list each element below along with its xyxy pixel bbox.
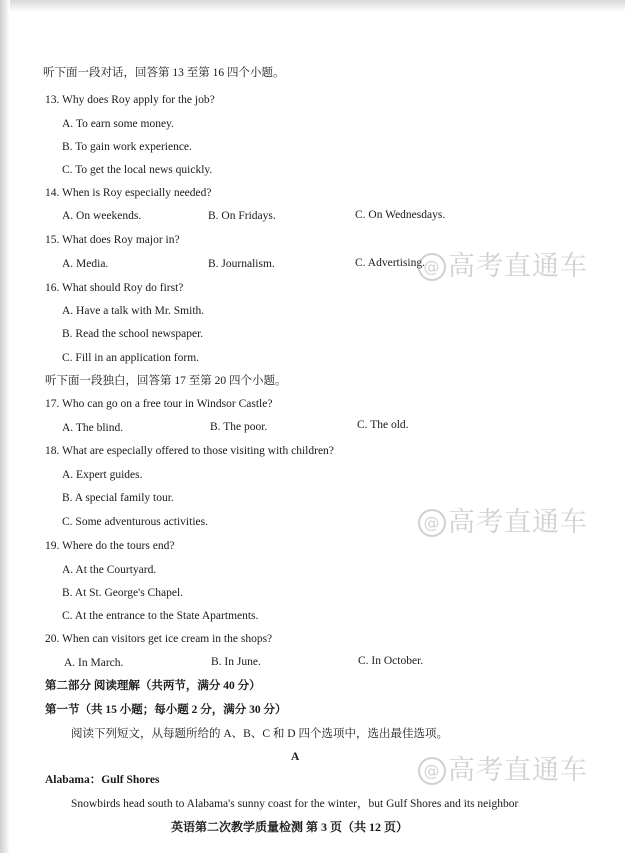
option-14c: C. On Wednesdays. xyxy=(355,209,446,221)
option-15c: C. Advertising. xyxy=(355,257,425,269)
passage-letter: A xyxy=(291,751,300,763)
passage-line-1: Snowbirds head south to Alabama's sunny coast for the winter，but Gulf Shores and its neighbor xyxy=(71,798,519,810)
reading-instruction: 阅读下列短文，从每题所给的 A、B、C 和 D 四个选项中，选出最佳选项。 xyxy=(71,728,448,740)
option-20c: C. In October. xyxy=(358,655,424,667)
page-edge-shadow-left xyxy=(0,0,10,853)
watermark-at-icon: @ xyxy=(418,509,446,537)
question-13: 13. Why does Roy apply for the job? xyxy=(45,94,215,106)
instruction-monologue: 听下面一段独白，回答第 17 至第 20 四个小题。 xyxy=(45,375,287,387)
question-16: 16. What should Roy do first? xyxy=(45,282,184,294)
passage-title: Alabama：Gulf Shores xyxy=(45,774,160,786)
watermark-text: 高考直通车 xyxy=(448,251,588,282)
question-20: 20. When can visitors get ice cream in the shops? xyxy=(45,633,273,645)
watermark-text: 高考直通车 xyxy=(448,755,588,786)
option-14b: B. On Fridays. xyxy=(208,210,276,222)
option-13a: A. To earn some money. xyxy=(62,118,174,130)
watermark-at-icon: @ xyxy=(418,757,446,785)
option-17c: C. The old. xyxy=(357,419,409,431)
part-two-heading: 第二部分 阅读理解（共两节，满分 40 分） xyxy=(45,680,261,692)
option-18c: C. Some adventurous activities. xyxy=(62,516,208,528)
option-13b: B. To gain work experience. xyxy=(62,141,192,153)
option-18a: A. Expert guides. xyxy=(62,469,143,481)
option-16c: C. Fill in an application form. xyxy=(62,352,200,364)
option-20b: B. In June. xyxy=(211,656,261,668)
option-16a: A. Have a talk with Mr. Smith. xyxy=(62,305,205,317)
option-14a: A. On weekends. xyxy=(62,210,142,222)
option-19a: A. At the Courtyard. xyxy=(62,564,157,576)
option-17b: B. The poor. xyxy=(210,421,268,433)
section-one-heading: 第一节（共 15 小题；每小题 2 分，满分 30 分） xyxy=(45,704,287,716)
instruction-dialogue: 听下面一段对话，回答第 13 至第 16 四个小题。 xyxy=(43,67,285,79)
option-19b: B. At St. George's Chapel. xyxy=(62,587,184,599)
option-15b: B. Journalism. xyxy=(208,258,275,270)
option-17a: A. The blind. xyxy=(62,422,124,434)
question-18: 18. What are especially offered to those visiting with children? xyxy=(45,445,334,457)
page-footer: 英语第二次教学质量检测 第 3 页（共 12 页） xyxy=(171,820,409,834)
question-17: 17. Who can go on a free tour in Windsor Castle? xyxy=(45,398,273,410)
option-16b: B. Read the school newspaper. xyxy=(62,328,204,340)
watermark xyxy=(418,500,588,539)
watermark xyxy=(418,244,588,283)
option-20a: A. In March. xyxy=(64,657,124,669)
watermark-at-icon: @ xyxy=(418,253,446,281)
watermark xyxy=(418,748,588,787)
option-13c: C. To get the local news quickly. xyxy=(62,164,213,176)
page-edge-shadow xyxy=(0,0,625,12)
option-19c: C. At the entrance to the State Apartments. xyxy=(62,610,259,622)
question-14: 14. When is Roy especially needed? xyxy=(45,187,212,199)
watermark-text: 高考直通车 xyxy=(448,507,588,538)
question-15: 15. What does Roy major in? xyxy=(45,234,180,246)
option-15a: A. Media. xyxy=(62,258,109,270)
option-18b: B. A special family tour. xyxy=(62,492,174,504)
question-19: 19. Where do the tours end? xyxy=(45,540,175,552)
